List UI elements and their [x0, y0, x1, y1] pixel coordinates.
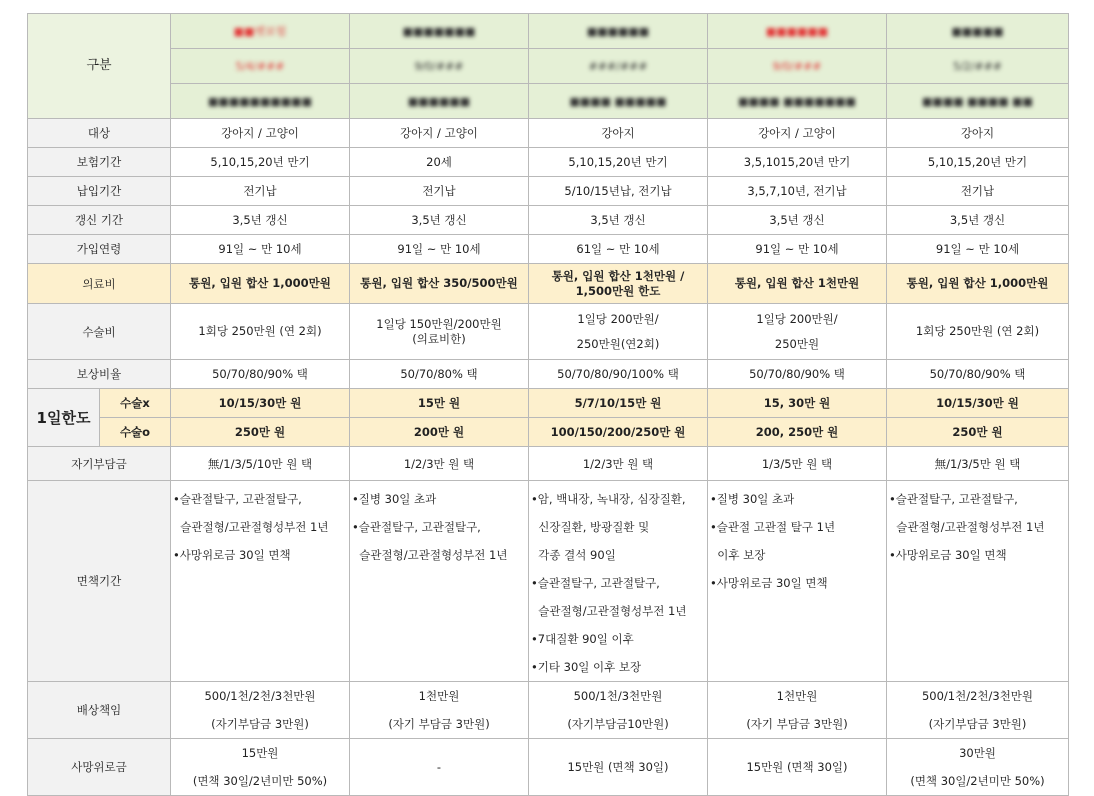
- cell-line: 1천만원: [418, 689, 460, 703]
- cell-ratio: 50/70/80% 택: [350, 360, 529, 389]
- cell-line: •기타 30일 이후 보장: [531, 660, 642, 674]
- product-code: [887, 49, 1069, 84]
- cell-deductible: 1/3/5만 원 택: [708, 447, 887, 481]
- product-code: [350, 49, 529, 84]
- product-plan-text: ■■■■■■■■■■: [208, 94, 312, 108]
- product-code: [529, 49, 708, 84]
- product-name: [887, 14, 1069, 49]
- cell-medical: [350, 264, 529, 304]
- cell-line: 500/1천/3천만원: [573, 689, 663, 703]
- row-label-period: 보험기간: [28, 148, 171, 177]
- cell-period: 20세: [350, 148, 529, 177]
- cell-ratio: 50/70/80/90% 택: [708, 360, 887, 389]
- cell-payment: 전기납: [887, 177, 1069, 206]
- cell-line: •7대질환 90일 이후: [531, 632, 634, 646]
- product-plan-text: ■■■■ ■■■■ ■■: [922, 94, 1033, 108]
- cell-daily-with-surgery: 200만 원: [350, 418, 529, 447]
- cell-liability: [529, 682, 708, 739]
- cell-medical: [708, 264, 887, 304]
- cell-renewal: 3,5년 갱신: [708, 206, 887, 235]
- cell-line: (면책 30일/2년미만 50%): [910, 774, 1045, 788]
- cell-line: (자기부담금 3만원): [211, 717, 309, 731]
- cell-renewal: 3,5년 갱신: [887, 206, 1069, 235]
- cell-age: 61일 ~ 만 10세: [529, 235, 708, 264]
- header-gubun: 구분: [28, 14, 171, 119]
- cell-ratio: 50/70/80/90/100% 택: [529, 360, 708, 389]
- cell-renewal: 3,5년 갱신: [171, 206, 350, 235]
- cell-line: 1회당 250만원 (연 2회): [198, 324, 322, 338]
- cell-medical: [171, 264, 350, 304]
- cell-line: 슬관절형/고관절형성부전 1년: [173, 520, 329, 534]
- row-label-renewal: 갱신 기간: [28, 206, 171, 235]
- cell-daily-no-surgery: 5/7/10/15만 원: [529, 389, 708, 418]
- cell-line: 통원, 입원 합산 1,000만원: [906, 276, 1049, 290]
- cell-daily-with-surgery: 250만 원: [171, 418, 350, 447]
- cell-line: 15만원 (면책 30일): [746, 760, 848, 774]
- product-plan: [529, 84, 708, 119]
- row-label-deductible: 자기부담금: [28, 447, 171, 481]
- cell-line: 1일당 200만원/: [577, 311, 659, 326]
- cell-line: 신장질환, 방광질환 및: [531, 520, 650, 534]
- row-label-payment: 납입기간: [28, 177, 171, 206]
- cell-payment: 5/10/15년납, 전기납: [529, 177, 708, 206]
- product-code-text: 9/0/###: [772, 59, 822, 73]
- cell-line: 250만원(연2회): [576, 336, 660, 351]
- cell-line: •슬관절탈구, 고관절탈구,: [889, 492, 1018, 506]
- row-label-ratio: 보상비율: [28, 360, 171, 389]
- cell-condolence: [350, 739, 529, 796]
- product-plan: [171, 84, 350, 119]
- product-code-text: 5/4/###: [235, 59, 285, 73]
- cell-line: (면책 30일/2년미만 50%): [192, 774, 328, 788]
- cell-line: •슬관절탈구, 고관절탈구,: [531, 576, 660, 590]
- cell-medical: [887, 264, 1069, 304]
- cell-line: 이후 보장: [710, 548, 766, 562]
- cell-payment: 전기납: [171, 177, 350, 206]
- cell-line: 250만원: [774, 336, 820, 351]
- cell-daily-no-surgery: 15, 30만 원: [708, 389, 887, 418]
- cell-deductible: 無/1/3/5/10만 원 택: [171, 447, 350, 481]
- cell-line: 슬관절형/고관절형성부전 1년: [531, 604, 687, 618]
- product-name: [171, 14, 350, 49]
- cell-line: •슬관절 고관절 탈구 1년: [710, 520, 836, 534]
- cell-medical: [529, 264, 708, 304]
- cell-line: 1,500만원 한도: [575, 283, 661, 298]
- cell-age: 91일 ~ 만 10세: [171, 235, 350, 264]
- row-label-medical: 의료비: [28, 264, 171, 304]
- product-plan-text: ■■■■ ■■■■■: [569, 94, 667, 108]
- sub-label-with-surgery: 수술o: [100, 418, 171, 447]
- cell-line: 통원, 입원 합산 350/500만원: [360, 276, 518, 290]
- product-plan: [708, 84, 887, 119]
- cell-line: (의료비한): [412, 331, 466, 346]
- cell-daily-with-surgery: 250만 원: [887, 418, 1069, 447]
- cell-exemption: [887, 481, 1069, 682]
- cell-liability: [708, 682, 887, 739]
- cell-line: 통원, 입원 합산 1천만원: [734, 276, 860, 290]
- cell-line: (자기부담금 3만원): [928, 717, 1027, 731]
- cell-period: 5,10,15,20년 만기: [171, 148, 350, 177]
- cell-line: 15만원 (면책 30일): [567, 760, 669, 774]
- product-code-text: 5/2/###: [952, 59, 1003, 73]
- product-plan: [350, 84, 529, 119]
- cell-target: 강아지 / 고양이: [350, 119, 529, 148]
- row-label-target: 대상: [28, 119, 171, 148]
- cell-line: •사망위로금 30일 면책: [710, 576, 828, 590]
- cell-line: 500/1천/2천/3천만원: [921, 689, 1034, 703]
- cell-liability: [887, 682, 1069, 739]
- cell-exemption: [529, 481, 708, 682]
- cell-target: 강아지: [887, 119, 1069, 148]
- cell-line: 슬관절형/고관절형성부전 1년: [889, 520, 1045, 534]
- pet-insurance-comparison-table: [27, 13, 1069, 796]
- cell-renewal: 3,5년 갱신: [529, 206, 708, 235]
- cell-condolence: [529, 739, 708, 796]
- cell-exemption: [171, 481, 350, 682]
- cell-line: 30만원: [959, 746, 996, 760]
- product-name-text: ■■펫보험: [233, 24, 287, 38]
- cell-line: •질병 30일 초과: [352, 492, 437, 506]
- cell-line: •슬관절탈구, 고관절탈구,: [173, 492, 302, 506]
- row-label-condolence: 사망위로금: [28, 739, 171, 796]
- product-code: [171, 49, 350, 84]
- cell-period: 5,10,15,20년 만기: [887, 148, 1069, 177]
- cell-line: 1일당 200만원/: [756, 311, 838, 326]
- cell-line: (자기 부담금 3만원): [746, 717, 848, 731]
- product-name-text: ■■■■■■: [586, 24, 650, 38]
- cell-daily-no-surgery: 10/15/30만 원: [887, 389, 1069, 418]
- cell-exemption: [350, 481, 529, 682]
- cell-line: 슬관절형/고관절형성부전 1년: [352, 548, 508, 562]
- row-label-age: 가입연령: [28, 235, 171, 264]
- cell-age: 91일 ~ 만 10세: [350, 235, 529, 264]
- product-name: [350, 14, 529, 49]
- cell-age: 91일 ~ 만 10세: [708, 235, 887, 264]
- sub-label-no-surgery: 수술x: [100, 389, 171, 418]
- cell-payment: 전기납: [350, 177, 529, 206]
- cell-surgery: [529, 304, 708, 360]
- cell-surgery: [171, 304, 350, 360]
- cell-line: •질병 30일 초과: [710, 492, 795, 506]
- cell-payment: 3,5,7,10년, 전기납: [708, 177, 887, 206]
- cell-ratio: 50/70/80/90% 택: [887, 360, 1069, 389]
- product-name: [529, 14, 708, 49]
- product-code-text: ###/###: [588, 59, 648, 73]
- product-name-text: ■■■■■■: [765, 24, 829, 38]
- cell-liability: [350, 682, 529, 739]
- product-name-text: ■■■■■■■: [402, 24, 476, 38]
- product-plan-text: ■■■■■■: [407, 94, 471, 108]
- cell-deductible: 1/2/3만 원 택: [529, 447, 708, 481]
- cell-exemption: [708, 481, 887, 682]
- product-plan: [887, 84, 1069, 119]
- cell-line: •사망위로금 30일 면책: [889, 548, 1007, 562]
- product-name-text: ■■■■■: [951, 24, 1004, 38]
- cell-line: (자기 부담금 3만원): [388, 717, 490, 731]
- cell-line: (자기부담금10만원): [567, 717, 669, 731]
- cell-line: 각종 결석 90일: [531, 548, 616, 562]
- cell-line: 1일당 150만원/200만원: [376, 316, 502, 331]
- cell-line: 1회당 250만원 (연 2회): [915, 324, 1040, 338]
- cell-daily-with-surgery: 200, 250만 원: [708, 418, 887, 447]
- cell-ratio: 50/70/80/90% 택: [171, 360, 350, 389]
- cell-liability: [171, 682, 350, 739]
- product-plan-text: ■■■■ ■■■■■■■: [738, 94, 856, 108]
- cell-target: 강아지 / 고양이: [708, 119, 887, 148]
- cell-deductible: 1/2/3만 원 택: [350, 447, 529, 481]
- cell-line: •암, 백내장, 녹내장, 심장질환,: [531, 492, 686, 506]
- cell-target: 강아지: [529, 119, 708, 148]
- cell-surgery: [708, 304, 887, 360]
- cell-line: 통원, 입원 합산 1천만원 /: [551, 268, 685, 283]
- cell-renewal: 3,5년 갱신: [350, 206, 529, 235]
- cell-line: 15만원: [241, 746, 279, 760]
- cell-line: 1천만원: [776, 689, 818, 703]
- row-label-exemption: 면책기간: [28, 481, 171, 682]
- cell-daily-no-surgery: 15만 원: [350, 389, 529, 418]
- cell-daily-with-surgery: 100/150/200/250만 원: [529, 418, 708, 447]
- cell-line: •사망위로금 30일 면책: [173, 548, 291, 562]
- cell-line: •슬관절탈구, 고관절탈구,: [352, 520, 481, 534]
- cell-age: 91일 ~ 만 10세: [887, 235, 1069, 264]
- cell-line: 500/1천/2천/3천만원: [204, 689, 316, 703]
- cell-line: -: [436, 760, 442, 774]
- row-label-liability: 배상책임: [28, 682, 171, 739]
- cell-surgery: [350, 304, 529, 360]
- cell-deductible: 無/1/3/5만 원 택: [887, 447, 1069, 481]
- row-label-surgery: 수술비: [28, 304, 171, 360]
- cell-daily-no-surgery: 10/15/30만 원: [171, 389, 350, 418]
- product-code: [708, 49, 887, 84]
- product-name: [708, 14, 887, 49]
- cell-line: 통원, 입원 합산 1,000만원: [189, 276, 331, 290]
- cell-target: 강아지 / 고양이: [171, 119, 350, 148]
- cell-surgery: [887, 304, 1069, 360]
- cell-condolence: [708, 739, 887, 796]
- cell-period: 5,10,15,20년 만기: [529, 148, 708, 177]
- cell-condolence: [887, 739, 1069, 796]
- row-label-daily-limit: 1일한도: [28, 389, 100, 447]
- cell-period: 3,5,1015,20년 만기: [708, 148, 887, 177]
- product-code-text: 9/0/###: [414, 59, 464, 73]
- cell-condolence: [171, 739, 350, 796]
